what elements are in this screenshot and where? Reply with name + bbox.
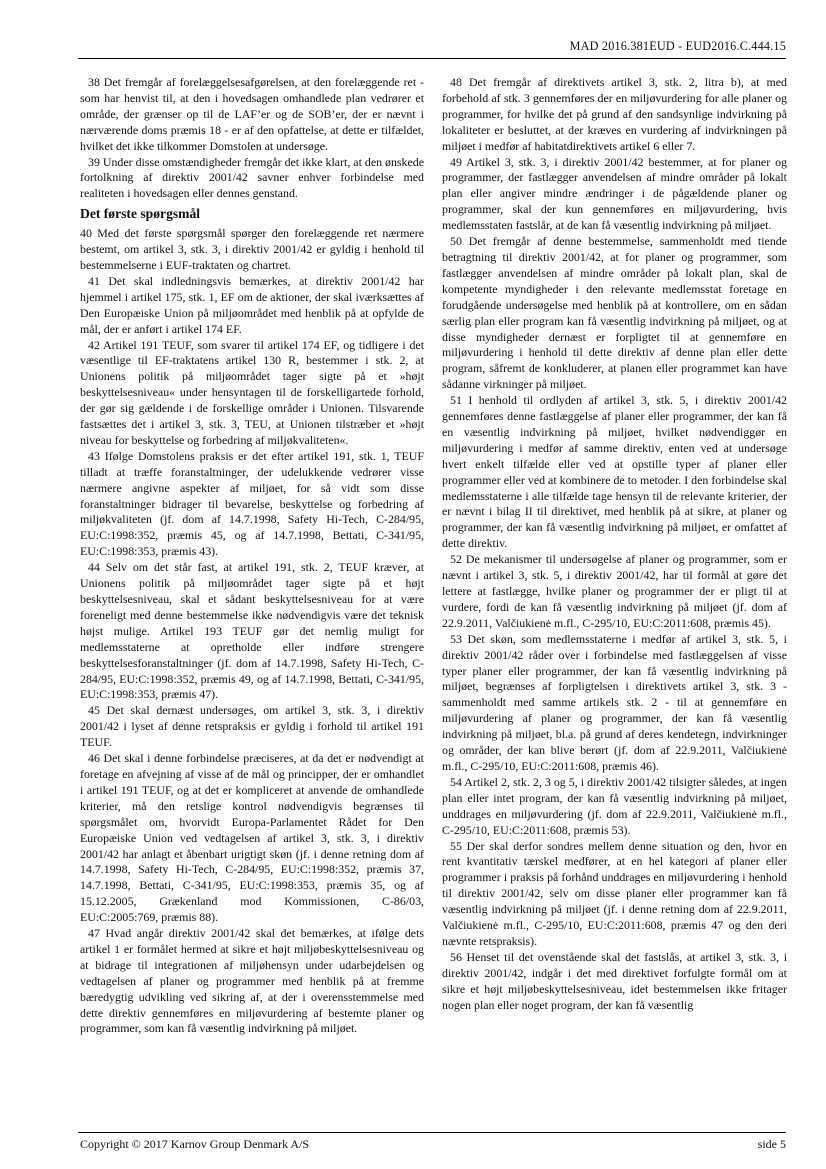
paragraph-53: 53 Det skøn, som medlemsstaterne i medfør af artikel 3, stk. 5, i direktiv 2001/42 råder over i forbindelse med fastlæggelsen af visse typer planer eller programmer, der kan få væsentlig indvirkning på miljøet, begrænses af forpligtelsen i direktivets artikel 3, stk. 3 - sammenholdt med samme artikels stk. 2 - til at gennemføre en miljøvurdering af planer og programmer, der kan få væsentlig indvirkning på miljøet, bl.a. på grund af deres kendetegn, indvirkninger og områder, der kan blive berørt (jf. dom af 22.9.2011, Valčiukienė m.fl., C-295/10, EU:C:2011:608, præmis 46). bbox=[442, 631, 787, 773]
paragraph-41: 41 Det skal indledningsvis bemærkes, at direktiv 2001/42 har hjemmel i artikel 175, stk. 1, EF om de aktioner, der skal iværksættes af Den Europæiske Union på miljøområdet med henblik på at opfylde de mål, der er anført i artikel 174 EF. bbox=[80, 273, 424, 336]
paragraph-39: 39 Under disse omstændigheder fremgår det ikke klart, at den ønskede fortolkning af direktiv 2001/42 savner enhver forbindelse med realiteten i hovedsagen eller dennes genstand. bbox=[80, 154, 424, 201]
paragraph-38: 38 Det fremgår af forelæggelsesafgørelsen, at den forelæggende ret - som har henvist til, at den i hovedsagen omhandlede plan vedrører et område, der grænser op til de LAF’er og de SOB’er, der er nævnt i nærværende doms præmis 18 - er af den opfattelse, at dette er tilfældet, hvilket det ikke tilkommer Domstolen at undersøge. bbox=[80, 75, 424, 153]
paragraph-40: 40 Med det første spørgsmål spørger den forelæggende ret nærmere bestemt, om artikel 3, stk. 3, i direktiv 2001/42 er gyldig i henhold til bestemmelserne i EUF-traktaten og chartret. bbox=[80, 226, 424, 272]
right-column bbox=[442, 75, 787, 1013]
paragraph-52: 52 De mekanismer til undersøgelse af planer og programmer, som er nævnt i artikel 3, stk. 5, i direktiv 2001/42, har til formål at gøre det lettere at fastlægge, hvilke planer og programmer der er pligt til at vurdere, fordi de kan få væsentlig indvirkning på miljøet (jf. dom af 22.9.2011, Valčiukienė m.fl., C-295/10, EU:C:2011:608, præmis 45). bbox=[442, 552, 787, 630]
paragraph-48: 48 Det fremgår af direktivets artikel 3, stk. 2, litra b), at med forbehold af stk. 3 gennemføres der en miljøvurdering for alle planer og programmer, for hvilke det på grund af den sandsynlige indvirkning på lokaliteter er besluttet, at der kræves en vurdering af indvirkningen på miljøet i medfør af habitatdirektivets artikel 6 eller 7. bbox=[442, 75, 787, 153]
page-footer bbox=[78, 1132, 786, 1157]
copyright-notice: Copyright © 2017 Karnov Group Denmark A/S bbox=[80, 1137, 310, 1151]
left-column bbox=[80, 75, 424, 1037]
paragraph-46: 46 Det skal i denne forbindelse præciseres, at da det er nødvendigt at foretage en afvejning af visse af de mål og principper, der er omhandlet i artikel 191 TEUF, og at det er kompliceret at anvende de omhandlede kriterier, må den retslige kontrol nødvendigvis begrænses til spørgsmålet om, hvorvidt Europa-Parlamentet Rådet for Den Europæiske Union ved vedtagelsen af artikel 3, stk. 3, i direktiv 2001/42 har anlagt et åbenbart urigtigt skøn (jf. i denne retning dom af 14.7.1998, Safety Hi-Tech, C-284/95, EU:C:1998:352, præmis 37, 14.7.1998, Bettati, C-341/95, EU:C:1998:353, præmis 35, og af 15.12.2005, Grækenland mod Kommissionen, C-86/03, EU:C:2005:769, præmis 88). bbox=[80, 751, 424, 925]
paragraph-44: 44 Selv om det står fast, at artikel 191, stk. 2, TEUF kræver, at Unionens politik på miljøområdet tager sigte på et højt beskyttelsesniveau, skal et sådant beskyttelsesniveau for at være foreneligt med denne bestemmelse ikke nødvendigvis være det teknisk højst mulige. Artikel 193 TEUF gør det nemlig muligt for medlemsstaterne at opretholde eller indføre strengere beskyttelsesforanstaltninger (jf. dom af 14.7.1998, Safety Hi-Tech, C-284/95, EU:C:1998:352, præmis 49, og af 14.7.1998, Bettati, C-341/95, EU:C:1998:353, præmis 47). bbox=[80, 560, 424, 702]
page-number: side 5 bbox=[757, 1137, 786, 1151]
paragraph-51: 51 I henhold til ordlyden af artikel 3, stk. 5, i direktiv 2001/42 gennemføres denne fastlæggelse af planer eller programmer, der kan få en væsentlig indvirkning på miljøet, hvilket nødvendiggør en miljøvurdering i medfør af samme direktiv, enten ved at undersøge hvert enkelt tilfælde eller ved at opstille typer af planer eller programmer eller ved at kombinere de to metoder. I den forbindelse skal medlemsstaterne i alle tilfælde tage hensyn til de relevante kriterier, der er nævnt i bilag II til direktivet, med henblik på at sikre, at planer og programmer, der kan få væsentlig indvirkning på miljøet, er omfattet af dette direktiv. bbox=[442, 393, 787, 551]
paragraph-54: 54 Artikel 2, stk. 2, 3 og 5, i direktiv 2001/42 tilsigter således, at ingen plan eller intet program, der kan få væsentlig indvirkning på miljøet, unddrages en miljøvurdering (jf. dom af 22.9.2011, Valčiukienė m.fl., C-295/10, EU:C:2011:608, præmis 53). bbox=[442, 774, 787, 837]
paragraph-49: 49 Artikel 3, stk. 3, i direktiv 2001/42 bestemmer, at for planer og programmer, der fastlægger anvendelsen af mindre områder på lokalt plan eller angiver mindre ændringer i de pågældende planer og programmer, skal der kun gennemføres en miljøvurdering, hvis medlemsstaten fastslår, at de kan få væsentlig indvirkning på miljøet. bbox=[442, 154, 787, 233]
page-header bbox=[78, 36, 786, 59]
document-reference: MAD 2016.381EUD - EUD2016.C.444.15 bbox=[569, 39, 786, 53]
paragraph-50: 50 Det fremgår af denne bestemmelse, sammenholdt med tiende betragtning til direktiv 2001/42, at for planer og programmer, som fastlægger anvendelsen af mindre områder på lokalt plan, skal de kompetente myndigheder i den relevante medlemsstat foretage en forudgående undersøgelse med henblik på at kontrollere, om en sådan særlig plan eller program kan få væsentlig indvirkning på miljøet, og at disse myndigheder dernæst er forpligtet til at gennemføre en miljøvurdering i henhold til dette direktiv af denne plan eller dette program, såfremt de konkluderer, at planen eller programmet kan have sådanne virkninger på miljøet. bbox=[442, 234, 787, 392]
paragraph-45: 45 Det skal dernæst undersøges, om artikel 3, stk. 3, i direktiv 2001/42 i lyset af denne retspraksis er gyldig i forhold til artikel 191 TEUF. bbox=[80, 703, 424, 750]
paragraph-56: 56 Henset til det ovenstående skal det fastslås, at artikel 3, stk. 3, i direktiv 2001/42, indgår i det med direktivet forfulgte formål om at sikre et højt miljøbeskyttelsesniveau, idet bestemmelsen ikke fritager nogen plan eller noget program, der kan få væsentlig bbox=[442, 949, 787, 1012]
paragraph-42: 42 Artikel 191 TEUF, som svarer til artikel 174 EF, og tidligere i det væsentlige til EF-traktatens artikel 130 R, bestemmer i stk. 2, at Unionens politik på miljøområdet tager sigte på et »højt beskyttelsesniveau« under hensyntagen til de forskelligartede forhold, der gør sig gældende i de forskellige områder i Unionen. Tilsvarende fastsættes det i artikel 3, stk. 3, TEU, at Unionen tilstræber et »højt niveau for beskyttelse og forbedring af miljøkvaliteten«. bbox=[80, 337, 424, 447]
paragraph-47: 47 Hvad angår direktiv 2001/42 skal det bemærkes, at ifølge dets artikel 1 er formålet hermed at sikre et højt miljøbeskyttelsesniveau og at bidrage til integrationen af miljøhensyn under udarbejdelsen og vedtagelsen af planer og programmer med henblik på at fremme bæredygtig udvikling ved sikring af, at der i overensstemmelse med dette direktiv gennemføres en miljøvurdering af bestemte planer og programmer, som kan få væsentlig indvirkning på miljøet. bbox=[80, 926, 424, 1036]
paragraph-55: 55 Der skal derfor sondres mellem denne situation og den, hvor en rent kvantitativ tærskel medfører, at en hel kategori af planer eller programmer i praksis på forhånd unddrages en miljøvurdering i henhold til direktiv 2001/42, selv om disse planer eller programmer kan få væsentlig indvirkning på miljøet (jf. i denne retning dom af 22.9.2011, Valčiukienė m.fl., C-295/10, EU:C:2011:608, præmis 47 og den deri nævnte retspraksis). bbox=[442, 838, 787, 948]
paragraph-43: 43 Ifølge Domstolens praksis er det efter artikel 191, stk. 1, TEUF tilladt at træffe foranstaltninger, der udelukkende vedrører visse nærmere angivne aspekter af miljøet, for så vidt som disse foranstaltninger bidrager til bevarelse, beskyttelse og forbedring af miljøkvaliteten (jf. dom af 14.7.1998, Safety Hi-Tech, C-284/95, EU:C:1998:352, præmis 45, og af 14.7.1998, Bettati, C-341/95, EU:C:1998:353, præmis 43). bbox=[80, 448, 424, 559]
section-heading: Det første spørgsmål bbox=[80, 206, 201, 222]
